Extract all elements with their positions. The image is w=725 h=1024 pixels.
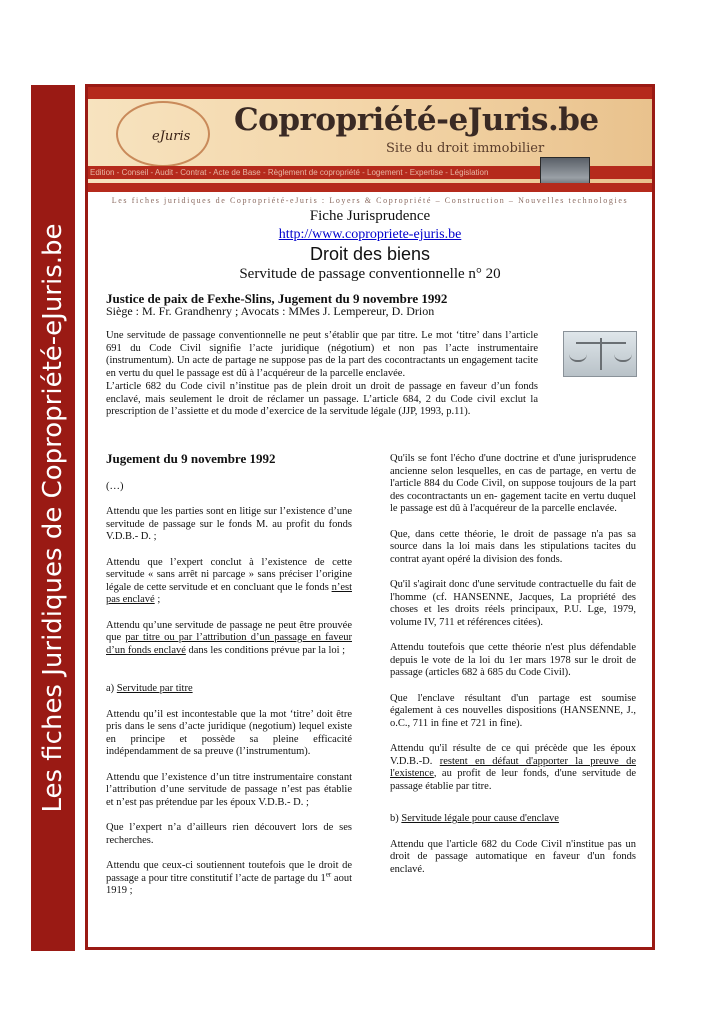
section-label: Servitude par titre — [116, 683, 193, 694]
underlined-text: restent en défaut d'apporter la preuve de l'existence — [390, 755, 637, 779]
section-heading-b — [390, 813, 636, 826]
case-parties: Siège : M. Fr. Grandhenry ; Avocats : MMes J. Lempereur, D. Drion — [106, 304, 435, 318]
judgment-paragraph: Que l'enclave résultant d'un partage est soumise également à ces nouvelles dispositions (HANSENNE, J., o.C., 711 in fine et 721 in fine). — [390, 692, 636, 729]
summary — [106, 330, 538, 419]
scale-pan-right — [614, 354, 632, 362]
judgment-paragraph — [106, 620, 352, 658]
page-title: Droit des biens — [309, 244, 431, 264]
summary-paragraph: L’article 682 du Code civil n’institue pas de plein droit un droit de passage en faveur d’un fonds enclavé, mais seulement le droit de réclamer un passage. L’article 684, 2 du Code civil exclut la prescription de l’assiette et du mode d’exercice de la servitude légale (JJP, 1993, p.11). — [106, 380, 538, 418]
logo-text: eJuris — [152, 129, 191, 144]
tagline: Les fiches juridiques de Copropriété-eJuris : Loyers & Copropriété – Construction – Nouvelles technologies — [111, 196, 629, 205]
text-run: Attendu que l’expert conclut à l’existence de cette servitude « sans arrêt ni parcage » sans préciser l’origine légale de cette servitude et en concluant que le fonds — [106, 556, 352, 593]
judgment-paragraph — [390, 743, 636, 793]
section-prefix: b) — [390, 813, 402, 824]
judgment-paragraph: Attendu que l’existence d’un titre instrumentaire constant l’attribution d’une servitude de passage n’est pas établie et n’est pas prétendue par les époux V.D.B.- D. ; — [106, 771, 352, 808]
case-heading: Justice de paix de Fexhe-Slins, Jugement du 9 novembre 1992 — [106, 291, 448, 306]
summary-paragraph: Une servitude de passage conventionnelle ne peut s’établir que par titre. Le mot ‘titre’ dans l’article 691 du Code Civil signifie l’acte juridique (négotium) et non pas l’acte instrumentaire (instrumentum). Un acte de partage ne suppose pas de la part des cocontractants un engagement tacite en vertu du quel le passage est dû à l’acquéreur de la parcelle enclavée. — [106, 330, 538, 380]
text-run: aout 1919 ; — [106, 872, 352, 896]
banner-bottom-band — [88, 183, 652, 192]
page-subtitle: Servitude de passage conventionnelle n° 20 — [239, 266, 501, 282]
superscript: er — [325, 870, 332, 878]
ellipsis: (…) — [106, 480, 124, 492]
banner-nav-strip: Edition - Conseil - Audit - Contrat - Acte de Base - Règlement de copropriété - Logement - Expertise - Législation — [88, 166, 652, 179]
section-label: Servitude légale pour cause d'enclave — [401, 813, 559, 824]
judgment-paragraph: Qu'il s'agirait donc d'une servitude contractuelle du fait de l'homme (cf. HANSENNE, Jacques, La propriété des choses et les droits réels principaux, P.U. Lge, 1979, volume IV, 711 et références citées). — [390, 579, 636, 628]
banner-title: Copropriété-eJuris.be — [234, 102, 599, 138]
section-heading-a — [106, 683, 352, 696]
judgment-paragraph: Que l’expert n’a d’ailleurs rien découvert lors de ses recherches. — [106, 822, 352, 846]
site-link[interactable]: http://www.copropriete-ejuris.be — [278, 227, 462, 242]
text-run: dans les conditions prévue par la loi ; — [185, 644, 346, 656]
banner-top-band — [88, 87, 652, 99]
section-prefix: a) — [106, 683, 117, 694]
text-run: , au profit de leur fonds, d'une servitude de passage établie par titre. — [390, 768, 636, 792]
judgment-paragraph: Attendu que les parties sont en litige sur l’existence d’une servitude de passage sur le fonds M. au profit du fonds V.D.B.- D. ; — [106, 506, 352, 542]
judgment-paragraph: Attendu qu’il est incontestable que la mot ‘titre’ doit être pris dans le sens d’acte juridique (negotium) lequel existe en principe et possède sa pleine efficacité indépendamment de sa preuve (l’instrumentum). — [106, 708, 352, 757]
text-run: ; — [154, 594, 161, 605]
text-run: Attendu qu'il résulte de ce qui précède que les époux V.D.B.-D. — [390, 743, 636, 767]
judgment-paragraph: Attendu que l'article 682 du Code Civil n'institue pas un droit de passage automatique en faveur d'un fonds enclavé. — [390, 838, 636, 875]
site-banner[interactable] — [88, 87, 652, 192]
judgment-heading: Jugement du 9 novembre 1992 — [106, 451, 276, 466]
scales-of-justice-image — [563, 331, 637, 377]
judgment-paragraph: Attendu toutefois que cette théorie n'est plus défendable depuis le vote de la loi du 1er mars 1978 sur le droit de passage (articles 682 à 685 du Code Civil). — [390, 642, 636, 678]
judgment-paragraph — [106, 557, 352, 607]
underlined-text: par titre ou par l’attribution d’un passage en faveur d’un fonds enclavé — [106, 632, 352, 656]
judgment-paragraph: Que, dans cette théorie, le droit de passage n'a pas sa source dans la loi mais dans les stipulations tacites du contrat ayant opéré la division des fonds. — [390, 528, 636, 565]
judgment-paragraph — [106, 860, 352, 898]
judgment-paragraph: Qu'ils se font l'écho d'une doctrine et d'une jurisprudence ancienne selon lesquelles, en cas de partage, en vertu de l'article 884 du Code Civil, on suppose toujours de la part des cocontractants un en- gagement tacite en vertu duquel le passage est dû à l'acquéreur de la parcelle enclavée. — [390, 453, 636, 514]
scale-pan-left — [569, 354, 587, 362]
scale-beam — [576, 342, 626, 344]
fiche-label: Fiche Jurisprudence — [309, 208, 431, 224]
underlined-text: n’est pas enclavé — [106, 581, 352, 605]
text-run: Attendu qu’une servitude de passage ne peut être prouvée que — [106, 619, 352, 643]
left-column — [106, 453, 352, 911]
banner-subtitle: Site du droit immobilier — [386, 141, 545, 156]
right-column — [390, 453, 636, 889]
sidebar-title: Les fiches Juridiques de Copropriété-eJuris.be — [38, 223, 68, 813]
text-run: Attendu que ceux-ci soutiennent toutefois que le droit de passage a pour titre constitutif l’acte de partage du 1 — [106, 860, 352, 884]
